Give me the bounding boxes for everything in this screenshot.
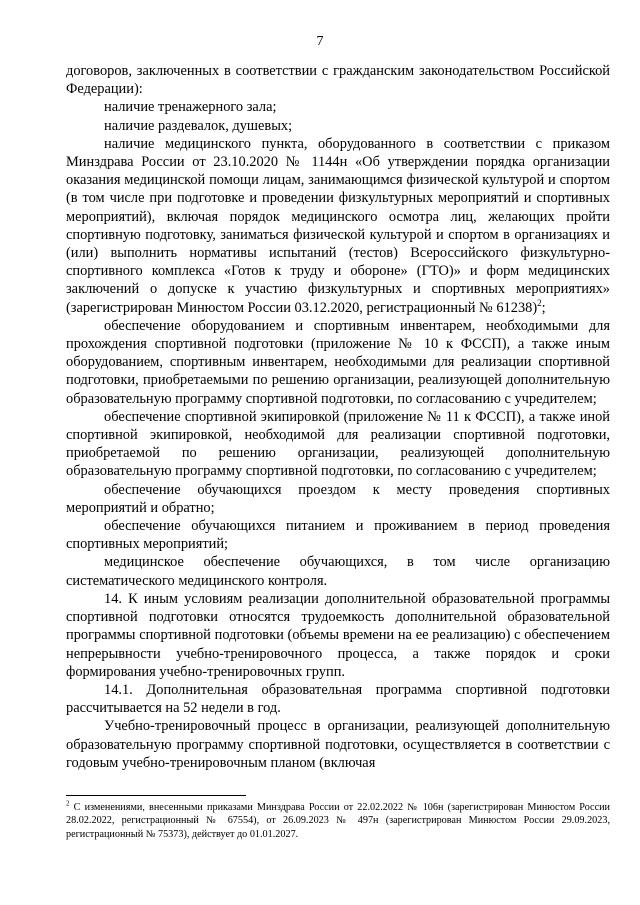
paragraph: обеспечение оборудованием и спортивным инвентарем, необходимыми для прохождения спортивной подготовки (приложение № 10 к ФССП), а также иным оборудованием, спортивным инвентарем, необходимыми для реализации спортивной подготовки, приобретаемыми по решению организации, реализующей дополнительную образовательную программу спортивной подготовки, по согласованию с учредителем;: [66, 317, 610, 407]
paragraph: 14.1. Дополнительная образовательная программа спортивной подготовки рассчитывается на 52 недели в год.: [66, 681, 610, 717]
body-text: [66, 62, 610, 772]
footnote-divider: [66, 795, 246, 796]
paragraph: наличие тренажерного зала;: [104, 99, 277, 116]
paragraph: обеспечение обучающихся проездом к месту проведения спортивных мероприятий и обратно;: [66, 481, 610, 516]
paragraph: обеспечение спортивной экипировкой (приложение № 11 к ФССП), а также иной спортивной экипировкой, необходимой для реализации спортивной подготовки, приобретаемой по решению организации, реализующей дополнительную образовательную программу спортивной подготовки, по согласованию с учредителем;: [66, 408, 610, 480]
paragraph: Учебно-тренировочный процесс в организации, реализующей дополнительную образовательную программу спортивной подготовки, осуществляется в соответствии с годовым учебно-тренировочным планом (включая: [66, 718, 610, 771]
paragraph: обеспечение обучающихся питанием и проживанием в период проведения спортивных мероприятий;: [66, 518, 610, 553]
paragraph: наличие медицинского пункта, оборудованного в соответствии с приказом Минздрава России от 23.10.2020 № 1144н «Об утверждении порядка организации оказания медицинской помощи лицам, занимающимся физической культурой и спортом (в том числе при подготовке и проведении физкультурных мероприятий и спортивных мероприятий), включая порядок медицинского осмотра лиц, желающих пройти спортивную подготовку, заниматься физической культурой и спортом в организациях и (или) выполнить нормативы испытаний (тестов) Всероссийского физкультурно-спортивного комплекса «Готов к труду и обороне» (ГТО)» и форм медицинских заключений о допуске к участию физкультурных и спортивных мероприятиях» (зарегистрирован Минюстом России 03.12.2020, регистрационный № 61238)$^2$;: [66, 135, 610, 316]
paragraph: медицинское обеспечение обучающихся, в том числе организацию систематического медицинского контроля.: [66, 554, 610, 589]
footnote-marker: 2: [66, 799, 70, 808]
footnote-reference: 2: [537, 297, 542, 308]
footnotes: [66, 801, 610, 841]
paragraph: договоров, заключенных в соответствии с гражданским законодательством Российской Федерации):: [66, 63, 610, 98]
page-number: 7: [316, 34, 324, 49]
footnote: $^2$ С изменениями, внесенными приказами Минздрава России от 22.02.2022 № 106н (зарегистрирован Минюстом России 28.02.2022, регистрационный № 67554), от 26.09.2023 № 497н (зарегистрирован Минюстом России 29.09.2023, регистрационный № 75373), действует до 01.01.2027.: [66, 799, 610, 840]
paragraph: 14. К иным условиям реализации дополнительной образовательной программы спортивной подготовки относятся трудоемкость дополнительной образовательной программы спортивной подготовки (объемы времени на ее реализацию) с обеспечением непрерывности учебно-тренировочного процесса, а также порядок и сроки формирования учебно-тренировочных групп.: [66, 590, 610, 680]
paragraph: наличие раздевалок, душевых;: [104, 117, 293, 134]
